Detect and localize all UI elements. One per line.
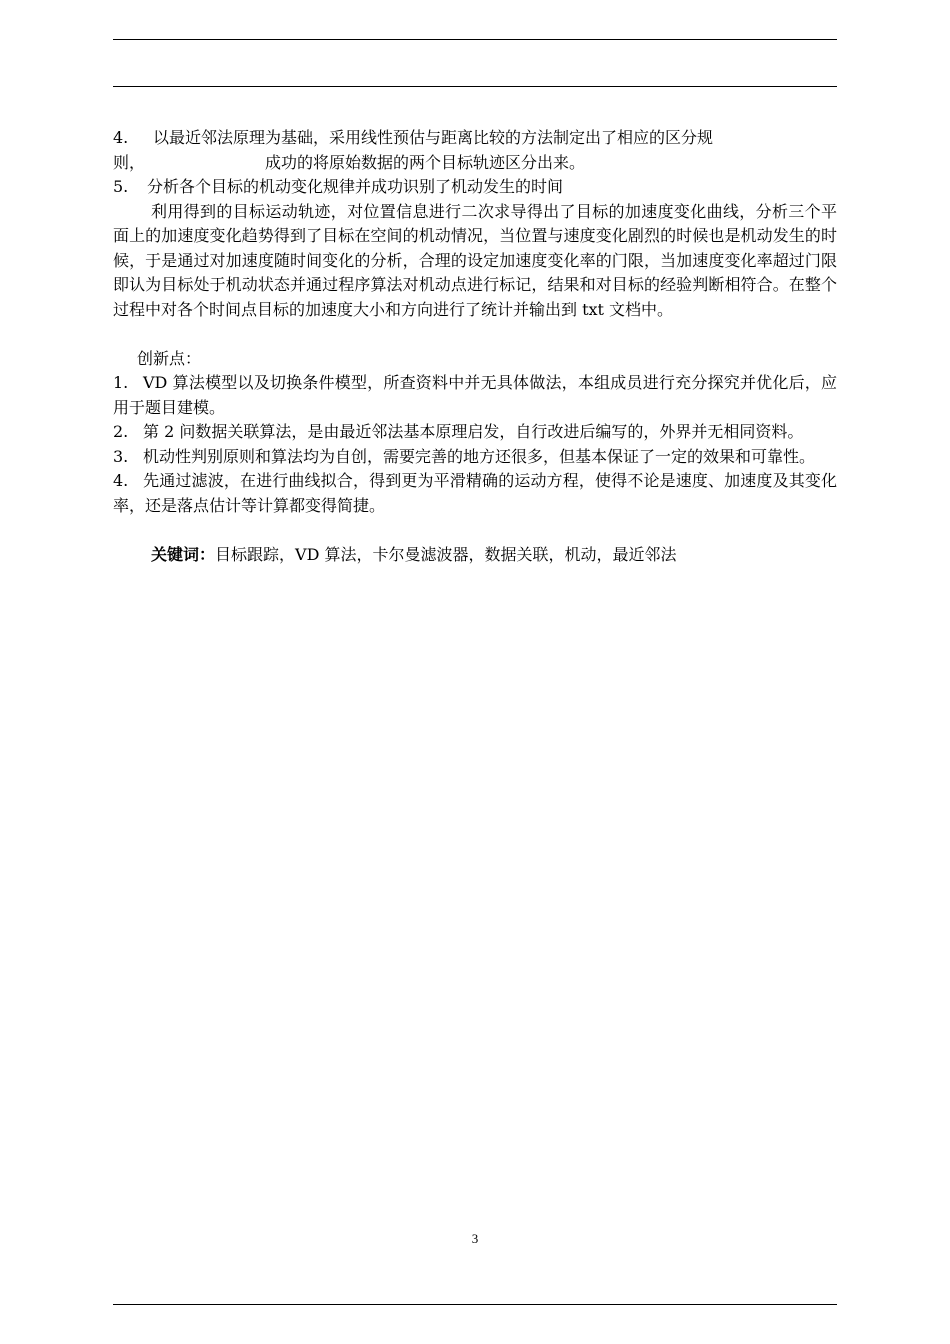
keywords-label: 关键词： [151,544,216,564]
innovation-item-1 [113,371,837,420]
list-text: 以最近邻法原理为基础，采用线性预估与距离比较的方法制定出了相应的区分规 [153,128,714,147]
list-number: 2. [113,422,129,441]
footer-rule [113,1304,837,1305]
keywords-line [113,543,837,568]
list-number: 4. [113,128,129,147]
innovations-heading: 创新点： [137,348,202,368]
list-text: 分析各个目标的机动变化规律并成功识别了机动发生的时间 [147,177,564,196]
list-text: 第 2 问数据关联算法，是由最近邻法基本原理启发，自行改进后编写的，外界并无相同资料。 [143,422,804,441]
list-text: 机动性判别原则和算法均为自创，需要完善的地方还很多，但基本保证了一定的效果和可靠性。 [143,446,816,466]
list-number: 1. [113,373,129,392]
innovation-item-4 [113,469,837,518]
header-rule-top [113,39,837,40]
list-number: 5. [113,177,129,196]
finding-item-4 [113,126,837,175]
header-rule-bottom [113,86,837,87]
list-text: 则， [113,152,146,172]
keywords-text: 目标跟踪，VD 算法，卡尔曼滤波器，数据关联，机动，最近邻法 [215,544,677,564]
list-text: 先通过滤波，在进行曲线拟合，得到更为平滑精确的运动方程，使得不论是速度、加速度及其变化率，还是落点估计等计算都变得简捷。 [113,471,837,515]
list-number: 4. [113,471,129,490]
list-text: 成功的将原始数据的两个目标轨迹区分出来。 [265,152,586,172]
list-text: VD 算法模型以及切换条件模型，所查资料中并无具体做法，本组成员进行充分探究并优化后，应用于题目建模。 [113,373,837,417]
finding-item-5 [113,175,837,200]
page-number: 3 [471,1231,479,1246]
innovations-list [113,371,837,518]
document-body [113,126,837,567]
innovation-item-2 [113,420,837,445]
innovation-item-3 [113,445,837,470]
finding-paragraph: 利用得到的目标运动轨迹，对位置信息进行二次求导得出了目标的加速度变化曲线，分析三个平面上的加速度变化趋势得到了目标在空间的机动情况，当位置与速度变化剧烈的时候也是机动发生的时候，于是通过对加速度随时间变化的分析，合理的设定加速度变化率的门限，当加速度变化率超过门限即认为目标处于机动状态并通过程序算法对机动点进行标记，结果和对目标的经验判断相符合。在整个过程中对各个时间点目标的加速度大小和方向进行了统计并输出到 txt 文档中。 [113,201,837,319]
list-number: 3. [113,446,129,466]
